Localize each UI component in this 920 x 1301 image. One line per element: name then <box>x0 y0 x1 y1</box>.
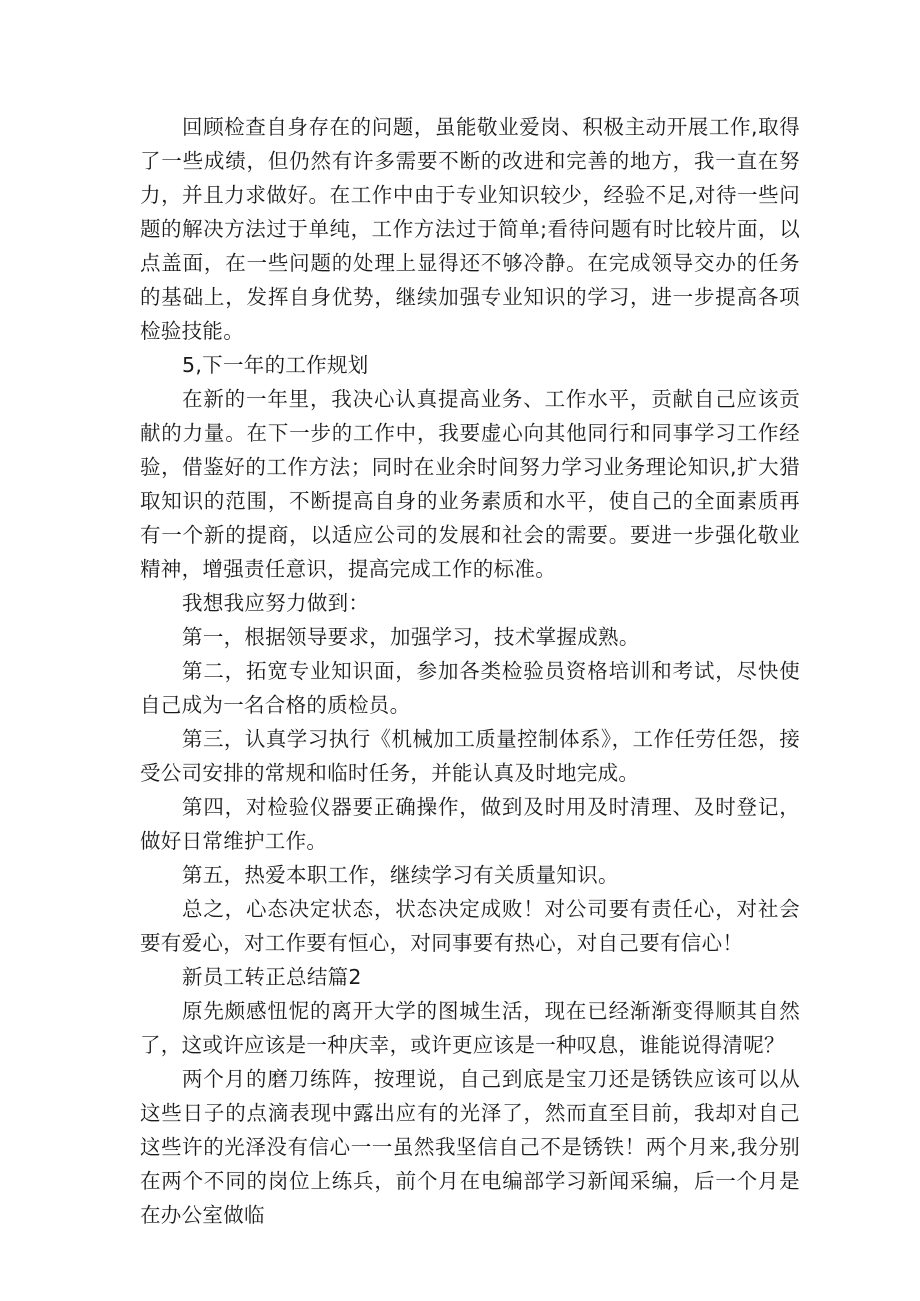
section-heading-part-2: 新员工转正总结篇2 <box>182 965 362 989</box>
paragraph-conclusion: 总之，心态决定状态，状态决定成败！对公司要有责任心，对社会要有爱心，对工作要有恒心，对同事要有热心，对自己要有信心！ <box>140 897 800 955</box>
list-item-first: 第一，根据领导要求，加强学习，技术掌握成熟。 <box>182 625 640 649</box>
section-heading-next-year-plan: 5,下一年的工作规划 <box>182 353 369 377</box>
list-item-fourth: 第四，对检验仪器要正确操作，做到及时用及时清理、及时登记，做好日常维护工作。 <box>140 795 800 853</box>
paragraph-leaving-university: 原先颇感忸怩的离开大学的图城生活，现在已经渐渐变得顺其自然了，这或许应该是一种庆幸，或许更应该是一种叹息，谁能说得清呢？ <box>140 999 800 1057</box>
list-item-third: 第三，认真学习执行《机械加工质量控制体系》，工作任劳任怨，接受公司安排的常规和临时任务，并能认真及时地完成。 <box>140 727 800 785</box>
paragraph-goals-intro: 我想我应努力做到： <box>182 591 370 615</box>
paragraph-self-review: 回顾检查自身存在的问题，虽能敬业爱岗、积极主动开展工作,取得了一些成绩，但仍然有许多需要不断的改进和完善的地方，我一直在努力，并且力求做好。在工作中由于专业知识较少，经验不足,对待一些问题的解决方法过于单纯，工作方法过于简单;看待问题有时比较片面，以点盖面，在一些问题的处理上显得还不够冷静。在完成领导交办的任务的基础上，发挥自身优势，继续加强专业知识的学习，进一步提高各项检验技能。 <box>140 115 800 343</box>
document-body <box>140 110 800 1232</box>
list-item-second: 第二，拓宽专业知识面，参加各类检验员资格培训和考试，尽快使自己成为一名合格的质检员。 <box>140 659 800 717</box>
paragraph-new-year-resolution: 在新的一年里，我决心认真提高业务、工作水平，贡献自己应该贡献的力量。在下一步的工作中，我要虚心向其他同行和同事学习工作经验，借鉴好的工作方法；同时在业余时间努力学习业务理论知识,扩大猎取知识的范围，不断提高自身的业务素质和水平，使自己的全面素质再有一个新的提商，以适应公司的发展和社会的需要。要进一步强化敬业精神，增强责任意识，提高完成工作的标准。 <box>140 387 800 581</box>
paragraph-two-months: 两个月的磨刀练阵，按理说，自己到底是宝刀还是锈铁应该可以从这些日子的点滴表现中露出应有的光泽了，然而直至目前，我却对自己这些许的光泽没有信心一一虽然我坚信自己不是锈铁！两个月来,我分别在两个不同的岗位上练兵，前个月在电编部学习新闻采编，后一个月是在办公室做临 <box>140 1067 800 1227</box>
list-item-fifth: 第五，热爱本职工作，继续学习有关质量知识。 <box>182 863 619 887</box>
